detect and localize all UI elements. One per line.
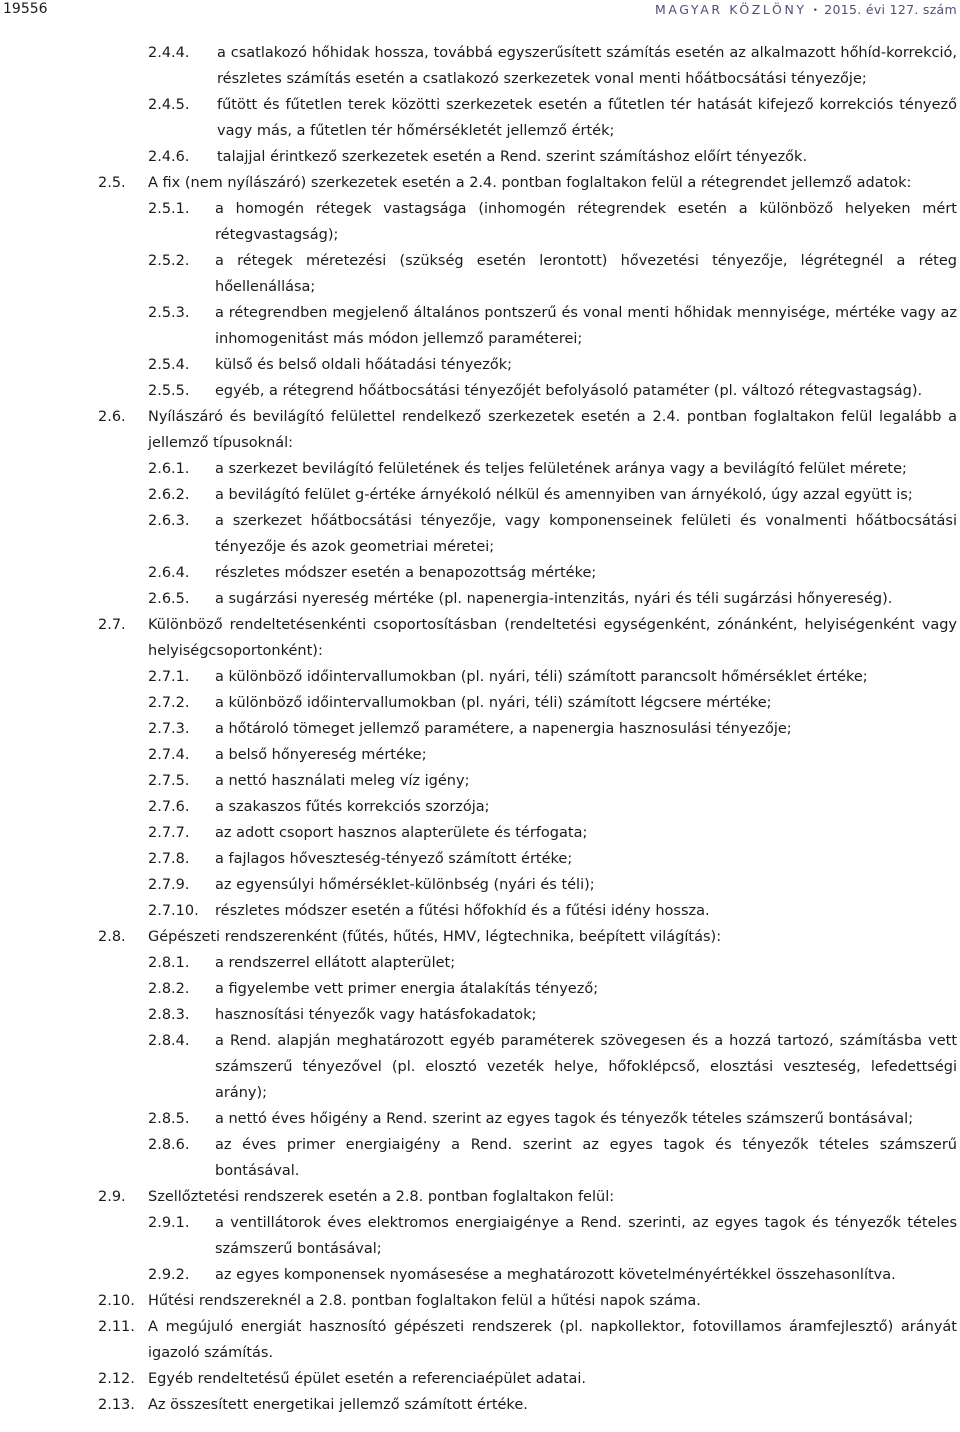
item-text: a csatlakozó hőhidak hossza, továbbá egyszerűsített számítás esetén az alkalmazott hőhíd-korrekció, részletes számítás esetén a csatlakozó szerkezetek vonal menti hőátbocsátási tényezője; bbox=[217, 45, 957, 87]
item-number: 2.6.4. bbox=[148, 565, 190, 581]
list-item bbox=[0, 508, 960, 560]
item-text: a sugárzási nyereség mértéke (pl. napenergia-intenzitás, nyári és téli sugárzási hőnyereség). bbox=[215, 591, 893, 607]
list-item bbox=[0, 846, 960, 872]
list-item bbox=[0, 1132, 960, 1184]
item-text: a szerkezet hőátbocsátási tényezője, vagy komponenseinek felületi és vonalmenti hőátbocsátási tényezője és azok geometriai méretei; bbox=[215, 513, 957, 555]
item-number: 2.7.3. bbox=[148, 721, 190, 737]
item-number: 2.11. bbox=[98, 1319, 135, 1335]
running-head bbox=[655, 2, 957, 17]
list-item bbox=[0, 950, 960, 976]
item-number: 2.5.2. bbox=[148, 253, 190, 269]
item-text: hasznosítási tényezők vagy hatásfokadatok; bbox=[215, 1007, 537, 1023]
item-number: 2.8.6. bbox=[148, 1137, 190, 1153]
list-item bbox=[0, 1028, 960, 1106]
item-text: Hűtési rendszereknél a 2.8. pontban foglaltakon felül a hűtési napok száma. bbox=[148, 1293, 701, 1309]
item-number: 2.8.4. bbox=[148, 1033, 190, 1049]
item-text: az adott csoport hasznos alapterülete és térfogata; bbox=[215, 825, 588, 841]
item-number: 2.12. bbox=[98, 1371, 135, 1387]
list-item bbox=[0, 404, 960, 456]
page-number: 19556 bbox=[3, 1, 48, 17]
item-text: Nyílászáró és bevilágító felülettel rendelkező szerkezetek esetén a 2.4. pontban foglaltakon felül legalább a jellemző típusoknál: bbox=[148, 409, 957, 451]
item-number: 2.5.3. bbox=[148, 305, 190, 321]
item-number: 2.5.1. bbox=[148, 201, 190, 217]
list-item bbox=[0, 378, 960, 404]
item-text: a figyelembe vett primer energia átalakítás tényező; bbox=[215, 981, 599, 997]
item-number: 2.8.2. bbox=[148, 981, 190, 997]
item-text: a Rend. alapján meghatározott egyéb paraméterek szövegesen és a hozzá tartozó, számításba vett számszerű tényezővel (pl. elosztó vezeték helye, hőfoklépcső, elosztási veszteség, lefedettségi arány); bbox=[215, 1033, 957, 1101]
item-number: 2.7.7. bbox=[148, 825, 190, 841]
item-number: 2.9.1. bbox=[148, 1215, 190, 1231]
list-item bbox=[0, 1002, 960, 1028]
item-number: 2.7.8. bbox=[148, 851, 190, 867]
list-item bbox=[0, 560, 960, 586]
journal-title: MAGYAR KÖZLÖNY bbox=[654, 2, 807, 17]
item-text: a nettó éves hőigény a Rend. szerint az egyes tagok és tényezők tételes számszerű bontásával; bbox=[215, 1111, 914, 1127]
item-number: 2.8.5. bbox=[148, 1111, 190, 1127]
item-number: 2.4.5. bbox=[148, 97, 190, 113]
item-text: a szakaszos fűtés korrekciós szorzója; bbox=[215, 799, 490, 815]
item-number: 2.7.9. bbox=[148, 877, 190, 893]
list-item bbox=[0, 898, 960, 924]
list-item bbox=[0, 482, 960, 508]
item-number: 2.4.6. bbox=[148, 149, 190, 165]
item-text: a különböző időintervallumokban (pl. nyári, téli) számított parancsolt hőmérséklet értéke; bbox=[215, 669, 868, 685]
list-item bbox=[0, 456, 960, 482]
item-text: a szerkezet bevilágító felületének és teljes felületének aránya vagy a bevilágító felület mérete; bbox=[215, 461, 907, 477]
item-text: a különböző időintervallumokban (pl. nyári, téli) számított légcsere mértéke; bbox=[215, 695, 772, 711]
item-number: 2.7.1. bbox=[148, 669, 190, 685]
list-item bbox=[0, 1262, 960, 1288]
item-number: 2.7.6. bbox=[148, 799, 190, 815]
item-number: 2.5.4. bbox=[148, 357, 190, 373]
list-item bbox=[0, 1184, 960, 1210]
item-text: talajjal érintkező szerkezetek esetén a Rend. szerint számításhoz előírt tényezők. bbox=[217, 149, 808, 165]
item-text: a rendszerrel ellátott alapterület; bbox=[215, 955, 456, 971]
list-item bbox=[0, 612, 960, 664]
list-item bbox=[0, 768, 960, 794]
item-number: 2.6. bbox=[98, 409, 126, 425]
item-text: a rétegrendben megjelenő általános pontszerű és vonal menti hőhidak mennyisége, mértéke vagy az inhomogenitást más módon jellemző paraméterei; bbox=[215, 305, 957, 347]
list-item bbox=[0, 248, 960, 300]
list-item bbox=[0, 586, 960, 612]
list-item bbox=[0, 872, 960, 898]
item-text: az egyes komponensek nyomásesése a meghatározott követelményértékkel összehasonlítva. bbox=[215, 1267, 896, 1283]
list-item bbox=[0, 742, 960, 768]
item-text: a fajlagos hőveszteség-tényező számított értéke; bbox=[215, 851, 573, 867]
list-item bbox=[0, 1210, 960, 1262]
item-text: a bevilágító felület g-értéke árnyékoló nélkül és amennyiben van árnyékoló, úgy azzal együtt is; bbox=[215, 487, 913, 503]
item-number: 2.6.3. bbox=[148, 513, 190, 529]
item-text: A fix (nem nyílászáró) szerkezetek esetén a 2.4. pontban foglaltakon felül a rétegrendet jellemző adatok: bbox=[148, 175, 912, 191]
list-item bbox=[0, 1314, 960, 1366]
item-number: 2.13. bbox=[98, 1397, 135, 1413]
list-item bbox=[0, 352, 960, 378]
item-number: 2.7.2. bbox=[148, 695, 190, 711]
item-number: 2.9. bbox=[98, 1189, 126, 1205]
list-item bbox=[0, 1106, 960, 1132]
list-item bbox=[0, 716, 960, 742]
issue-label: 2015. évi 127. szám bbox=[824, 2, 957, 17]
item-number: 2.9.2. bbox=[148, 1267, 190, 1283]
list-item bbox=[0, 144, 960, 170]
list-item bbox=[0, 794, 960, 820]
item-text: a ventillátorok éves elektromos energiaigénye a Rend. szerinti, az egyes tagok és tényezők tételes számszerű bontásával; bbox=[215, 1215, 957, 1257]
item-text: az egyensúlyi hőmérséklet-különbség (nyári és téli); bbox=[215, 877, 595, 893]
list-item bbox=[0, 300, 960, 352]
item-text: részletes módszer esetén a fűtési hőfokhíd és a fűtési idény hossza. bbox=[215, 903, 710, 919]
item-number: 2.8. bbox=[98, 929, 126, 945]
item-number: 2.7. bbox=[98, 617, 126, 633]
item-number: 2.8.1. bbox=[148, 955, 190, 971]
item-number: 2.6.5. bbox=[148, 591, 190, 607]
item-text: a homogén rétegek vastagsága (inhomogén rétegrendek esetén a különböző helyeken mért rétegvastagság); bbox=[215, 201, 957, 243]
item-number: 2.5.5. bbox=[148, 383, 190, 399]
item-number: 2.6.1. bbox=[148, 461, 190, 477]
document-body bbox=[0, 40, 960, 1418]
list-item bbox=[0, 976, 960, 1002]
page-header bbox=[0, 0, 960, 22]
item-number: 2.4.4. bbox=[148, 45, 190, 61]
item-number: 2.5. bbox=[98, 175, 126, 191]
list-item bbox=[0, 1366, 960, 1392]
item-number: 2.7.5. bbox=[148, 773, 190, 789]
item-text: fűtött és fűtetlen terek közötti szerkezetek esetén a fűtetlen tér hatását kifejező korrekciós tényező vagy más, a fűtetlen tér hőmérsékletét jellemző érték; bbox=[217, 97, 957, 139]
list-item bbox=[0, 924, 960, 950]
item-text: a hőtároló tömeget jellemző paramétere, a napenergia hasznosulási tényezője; bbox=[215, 721, 792, 737]
item-text: A megújuló energiát hasznosító gépészeti rendszerek (pl. napkollektor, fotovillamos áramfejlesztő) arányát igazoló számítás. bbox=[148, 1319, 957, 1361]
item-text: a rétegek méretezési (szükség esetén lerontott) hővezetési tényezője, légrétegnél a réteg hőellenállása; bbox=[215, 253, 957, 295]
item-number: 2.8.3. bbox=[148, 1007, 190, 1023]
item-text: Különböző rendeltetésenkénti csoportosításban (rendeltetési egységenként, zónánként, helyiségenként vagy helyiségcsoportonként): bbox=[148, 617, 957, 659]
item-number: 2.7.4. bbox=[148, 747, 190, 763]
list-item bbox=[0, 820, 960, 846]
item-text: az éves primer energiaigény a Rend. szerint az egyes tagok és tényezők tételes számszerű bontásával. bbox=[215, 1137, 957, 1179]
list-item bbox=[0, 196, 960, 248]
item-text: külső és belső oldali hőátadási tényezők; bbox=[215, 357, 512, 373]
list-item bbox=[0, 690, 960, 716]
separator-dot: • bbox=[812, 5, 819, 16]
list-item bbox=[0, 664, 960, 690]
item-text: a belső hőnyereség mértéke; bbox=[215, 747, 427, 763]
item-text: Szellőztetési rendszerek esetén a 2.8. pontban foglaltakon felül: bbox=[148, 1189, 615, 1205]
list-item bbox=[0, 1392, 960, 1418]
item-number: 2.7.10. bbox=[148, 903, 199, 919]
item-text: a nettó használati meleg víz igény; bbox=[215, 773, 470, 789]
item-number: 2.6.2. bbox=[148, 487, 190, 503]
list-item bbox=[0, 92, 960, 144]
item-text: Gépészeti rendszerenként (fűtés, hűtés, HMV, légtechnika, beépített világítás): bbox=[148, 929, 722, 945]
item-text: Az összesített energetikai jellemző számított értéke. bbox=[148, 1397, 528, 1413]
list-item bbox=[0, 170, 960, 196]
item-text: részletes módszer esetén a benapozottság mértéke; bbox=[215, 565, 597, 581]
list-item bbox=[0, 40, 960, 92]
item-text: Egyéb rendeltetésű épület esetén a referenciaépület adatai. bbox=[148, 1371, 586, 1387]
item-text: egyéb, a rétegrend hőátbocsátási tényezőjét befolyásoló pataméter (pl. változó rétegvastagság). bbox=[215, 383, 923, 399]
list-item bbox=[0, 1288, 960, 1314]
item-number: 2.10. bbox=[98, 1293, 135, 1309]
